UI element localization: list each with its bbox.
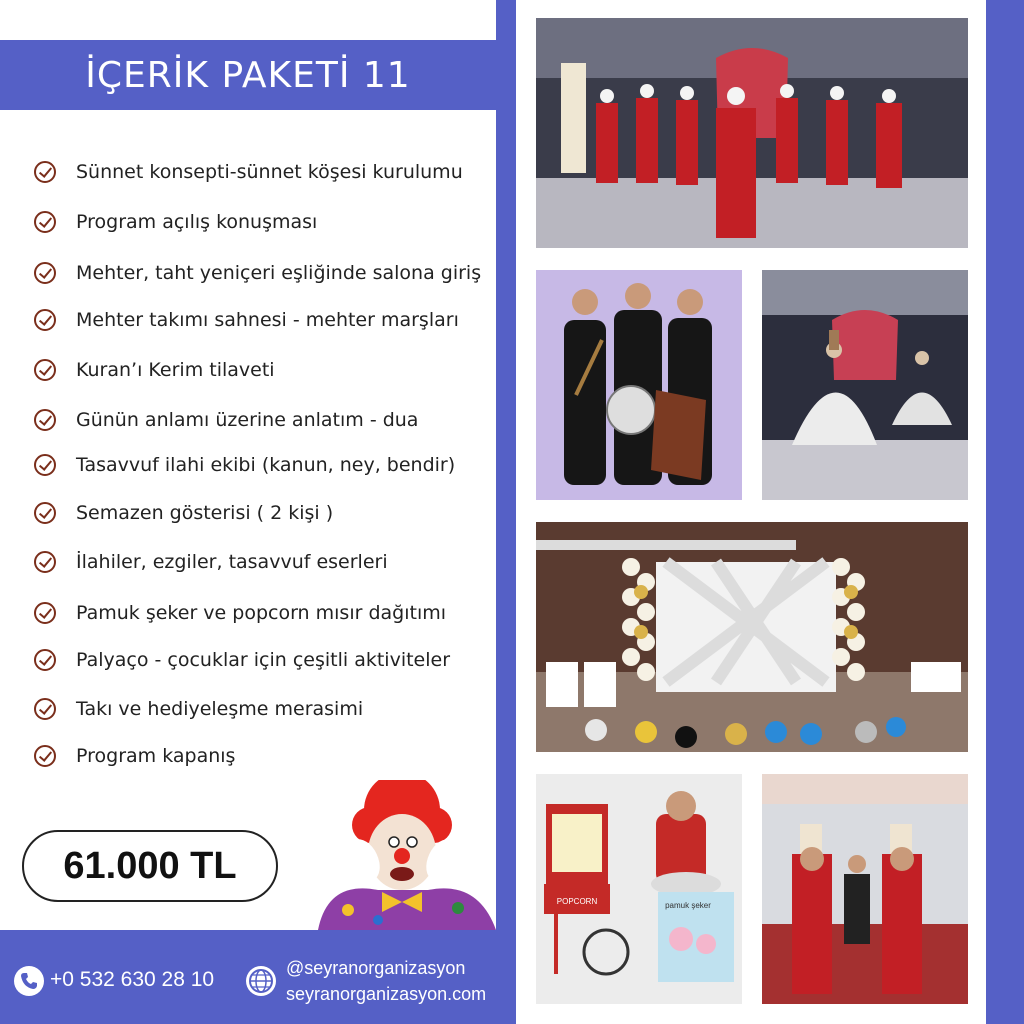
list-item-label: Tasavvuf ilahi ekibi (kanun, ney, bendir) [76,454,456,476]
check-circle-icon [34,161,56,183]
check-circle-icon [34,502,56,524]
check-circle-icon [34,649,56,671]
semazen-photo [762,270,968,500]
check-circle-icon [34,602,56,624]
check-circle-icon [34,309,56,331]
list-item [34,258,481,288]
popcorn-cart-label: POPCORN [556,897,598,906]
price-badge: 61.000 TL [22,830,278,902]
list-item [34,598,446,628]
mehter-band-photo [536,18,968,248]
list-item-label: Program kapanış [76,745,236,767]
page-title: İÇERİK PAKETİ 11 [0,40,496,110]
list-item [34,157,463,187]
list-item-label: Kuran’ı Kerim tilaveti [76,359,275,381]
phone-icon[interactable] [14,966,44,996]
list-item-label: İlahiler, ezgiler, tasavvuf eserleri [76,551,388,573]
check-circle-icon [34,698,56,720]
list-item-label: Program açılış konuşması [76,211,318,233]
list-item [34,694,363,724]
check-circle-icon [34,409,56,431]
check-circle-icon [34,454,56,476]
list-item-label: Pamuk şeker ve popcorn mısır dağıtımı [76,602,447,624]
list-item [34,450,455,480]
list-item-label: Palyaço - çocuklar için çeşitli aktiviteler [76,649,451,671]
check-circle-icon [34,745,56,767]
list-item-label: Semazen gösterisi ( 2 kişi ) [76,502,334,524]
check-circle-icon [34,262,56,284]
list-item-label: Mehter, taht yeniçeri eşliğinde salona giriş [76,262,482,284]
cotton-candy-label: pamuk şeker [665,901,711,910]
list-item-label: Mehter takımı sahnesi - mehter marşları [76,309,459,331]
check-circle-icon [34,211,56,233]
social-handle[interactable]: @seyranorganizasyon [286,958,466,978]
list-item [34,741,235,771]
popcorn-cotton-candy-photo [536,774,742,1004]
list-item [34,645,450,675]
ilahi-group-photo [536,270,742,500]
list-item [34,547,388,577]
list-item [34,355,275,385]
phone-number[interactable]: +0 532 630 28 10 [50,968,215,991]
list-item [34,207,317,237]
check-circle-icon [34,359,56,381]
yeniceri-entrance-photo [762,774,968,1004]
list-item-label: Günün anlamı üzerine anlatım - dua [76,409,419,431]
list-item [34,305,459,335]
list-item [34,405,418,435]
globe-icon[interactable] [246,966,276,996]
website-link[interactable]: seyranorganizasyon.com [286,984,487,1004]
clown-image [298,780,496,930]
list-item [34,498,333,528]
list-item-label: Sünnet konsepti-sünnet köşesi kurulumu [76,161,463,183]
package-items-list [0,0,496,780]
check-circle-icon [34,551,56,573]
list-item-label: Takı ve hediyeleşme merasimi [76,698,364,720]
sunnet-corner-photo [536,522,968,752]
